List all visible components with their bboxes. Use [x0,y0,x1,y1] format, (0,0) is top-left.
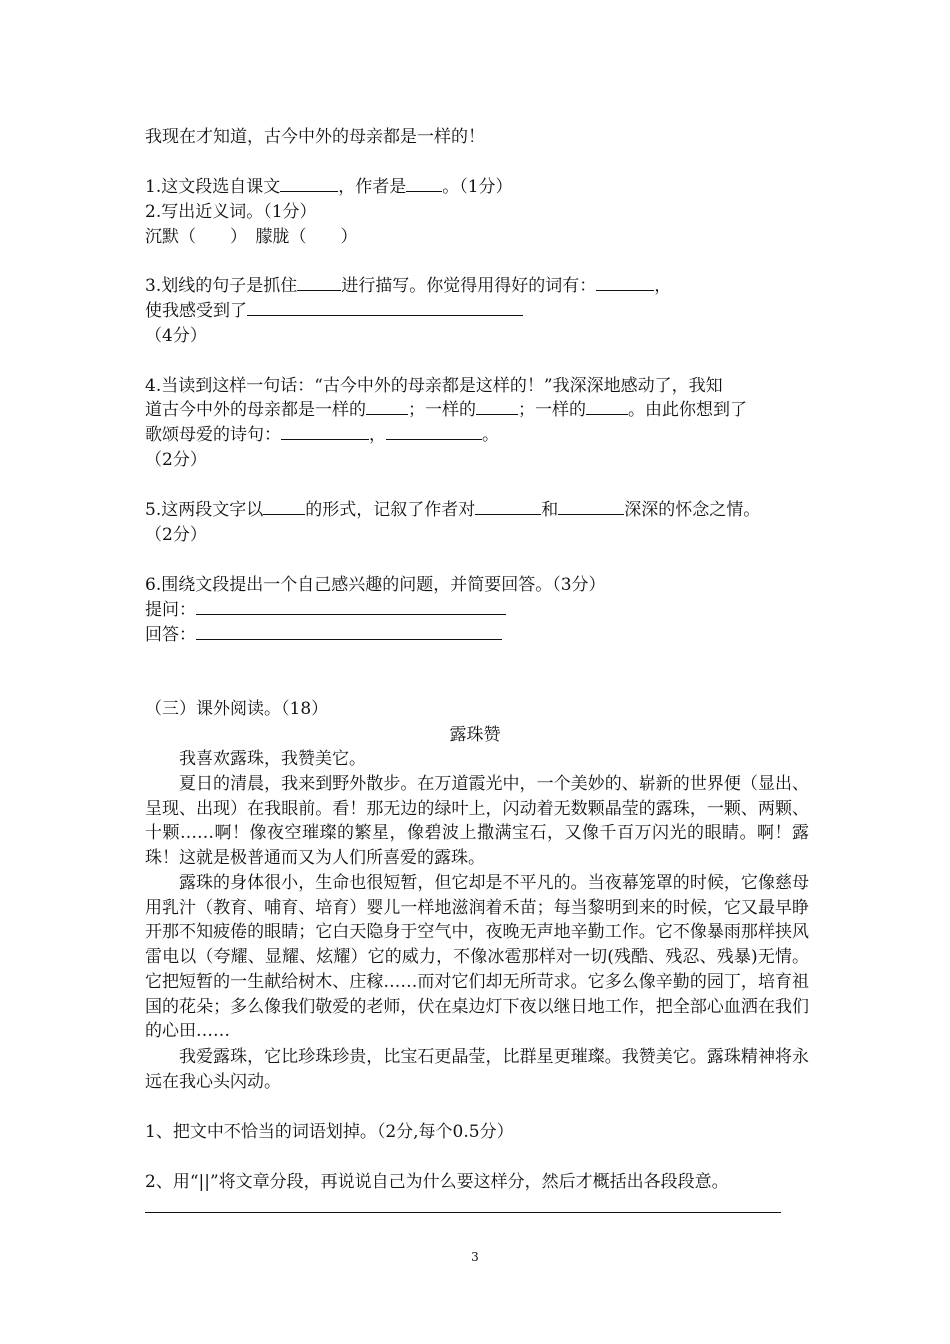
question-5-score: （2分） [145,525,207,545]
blank[interactable] [386,423,482,440]
reading-question-1: 1、把文中不恰当的词语划掉。（2分,每个0.5分） [145,1122,514,1142]
question-2: 2.写出近义词。（1分） [145,202,317,222]
question-6: 6.围绕文段提出一个自己感兴趣的问题，并简要回答。（3分） [145,575,606,595]
blank[interactable] [263,498,305,515]
question-3-score: （4分） [145,326,207,346]
article-paragraph-3: 露珠的身体很小，生命也很短暂，但它却是不平凡的。当夜幕笼罩的时候，它像慈母用乳汁（教育、哺育、培育）婴儿一样地滋润着禾苗；每当黎明到来的时候，它又最早睁开那不知疲倦的眼睛；它白天隐身于空气中，夜晚无声地辛勤工作。它不像暴雨那样挟风雷电以（夸耀、显耀、炫耀）它的威力，不像冰雹那样对一切(残酷、残忍、残暴)无情。它把短暂的一生献给树木、庄稼……而对它们却无所苛求。它多么像辛勤的园丁，培育祖国的花朵；多么像我们敬爱的老师，伏在桌边灯下夜以继日地工作，把全部心血洒在我们的心田…… [145,873,809,1042]
question-6-ask: 提问： [145,598,506,622]
question-3-line2: 使我感受到了 [145,299,523,323]
question-4-line3: 歌颂母爱的诗句： ， 。 [145,425,499,445]
article-title: 露珠赞 [449,725,501,745]
blank[interactable] [586,398,628,415]
blank[interactable] [596,274,654,291]
blank[interactable] [558,498,624,515]
intro-line: 我现在才知道，古今中外的母亲都是一样的！ [145,127,485,147]
blank[interactable] [406,175,442,192]
blank[interactable] [281,423,369,440]
question-1: 1.这文段选自课文 ，作者是 。（1分） [145,177,513,197]
page-number: 3 [471,1250,479,1264]
question-4-line2: 道古今中外的母亲都是一样的 ；一样的 ；一样的 。由此你想到了 [145,400,747,420]
question-5: 5.这两段文字以 的形式，记叙了作者对 和 深深的怀念之情。 [145,500,761,520]
blank[interactable] [366,398,408,415]
answer-line[interactable] [145,1212,781,1213]
question-3: 3.划线的句子是抓住 进行描写。你觉得用得好的词有： ， [145,276,672,296]
ask-blank[interactable] [196,598,506,615]
question-4-line1: 4.当读到这样一句话：“古今中外的母亲都是这样的！”我深深地感动了，我知 [145,376,723,396]
article-paragraph-2: 夏日的清晨，我来到野外散步。在万道霞光中，一个美妙的、崭新的世界便（显出、呈现、出现）在我眼前。看！那无边的绿叶上，闪动着无数颗晶莹的露珠，一颗、两颗、十颗……啊！像夜空璀璨的繁星，像碧波上撒满宝石，又像千百万闪光的眼睛。啊！露珠！这就是极普通而又为人们所喜爱的露珠。 [145,774,809,869]
section-heading: （三）课外阅读。（18） [145,699,329,719]
article-paragraph-1: 我喜欢露珠，我赞美它。 [179,749,366,769]
question-4-score: （2分） [145,450,207,470]
blank[interactable] [280,175,338,192]
article-paragraph-4: 我爱露珠，它比珍珠珍贵，比宝石更晶莹，比群星更璀璨。我赞美它。露珠精神将永远在我心头闪动。 [145,1047,809,1092]
answer-blank[interactable] [196,623,502,640]
blank[interactable] [475,498,541,515]
blank[interactable] [297,274,341,291]
reading-question-2: 2、用“||”将文章分段，再说说自己为什么要这样分，然后才概括出各段段意。 [145,1172,729,1192]
question-2-words: 沉默（ ） 朦胧（ ） [145,227,358,247]
blank[interactable] [476,398,518,415]
blank[interactable] [247,299,523,316]
question-6-answer: 回答： [145,623,502,647]
